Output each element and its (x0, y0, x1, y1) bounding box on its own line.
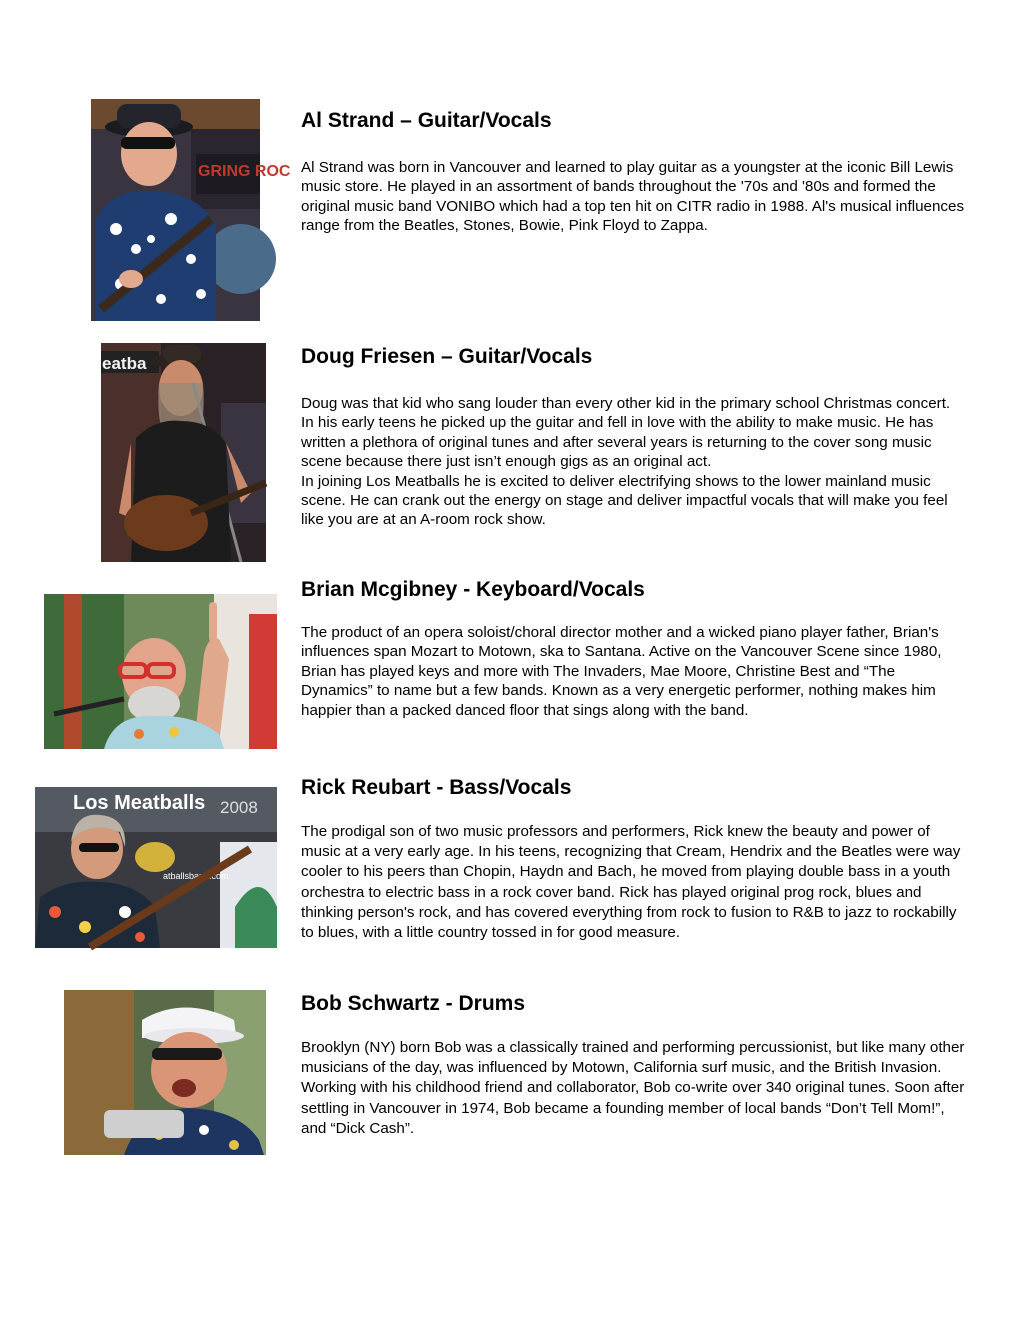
member-bio (301, 623, 966, 720)
member-photo (44, 594, 277, 749)
member-photo (64, 990, 266, 1155)
member-photo (101, 343, 266, 562)
member-name: Brian Mcgibney - Keyboard/Vocals (301, 578, 645, 601)
member-name: Rick Reubart - Bass/Vocals (301, 776, 572, 799)
member-bio (301, 158, 966, 236)
photo-banner-text: GRING ROC (198, 163, 291, 180)
bio-paragraph: Al Strand was born in Vancouver and learned to play guitar as a youngster at the iconic Bill Lewis music store. He played in an assortment of bands throughout the '70s and '80s and formed the original music band VONIBO which had a top ten hit on CITR radio in 1988. Al's musical influences range from the Beatles, Stones, Bowie, Pink Floyd to Zappa. (301, 159, 965, 235)
bio-paragraph: The prodigal son of two music professors and performers, Rick knew the beauty and power of music at a very early age. In his teens, recognizing that Cream, Hendrix and the Beatles were way cooler to his peers than Chopin, Haydn and Bach, he moved from playing double bass in a youth orchestra to electric bass in a rock cover band. Rick has played original prog rock, blues and thinking person's rock, and has covered everything from rock to fusion to R&B to jazz to rockabilly to blues, with a little country tossed in for good measure. (301, 823, 961, 942)
photo-banner-year: 2008 (220, 798, 258, 817)
bio-paragraph: The product of an opera soloist/choral director mother and a wicked piano player father, Brian's influences span Mozart to Motown, ska to Santana. Active on the Vancouver Scene since 1980, Brian has played keys and more with The Invaders, Mae Moore, Christine Best and “The Dynamics” to name but a few bands. Known as a very energetic performer, nothing makes him happier than a packed danced floor that sings along with the band. (301, 624, 942, 719)
bio-paragraph: Doug was that kid who sang louder than every other kid in the primary school Christmas concert. In his early teens he picked up the guitar and fell in love with the ability to make music. He has written a plethora of original tunes and after several years is returning to the cover song music scene because there just isn’t enough gigs as an original act. (301, 395, 951, 471)
bio-paragraph: In joining Los Meatballs he is excited to deliver electrifying shows to the lower mainland music scene. He can crank out the energy on stage and deliver impactful vocals that will make you feel like you are at an A-room rock show. (301, 472, 948, 529)
photo-banner-text: Los Meatballs (73, 792, 206, 814)
member-photo (35, 787, 277, 948)
photo-banner-url: atballsband.com (163, 871, 229, 881)
member-name: Doug Friesen – Guitar/Vocals (301, 345, 593, 368)
member-name: Al Strand – Guitar/Vocals (301, 109, 552, 132)
member-bio (301, 1038, 966, 1139)
member-bio (301, 394, 966, 530)
photo-banner-text: eatba (102, 354, 147, 373)
member-photo (91, 99, 291, 321)
member-bio (301, 822, 966, 943)
bio-paragraph: Brooklyn (NY) born Bob was a classically trained and performing percussionist, but like many other musicians of the day, was influenced by Motown, California surf music, and the British Invasion. Working with his childhood friend and collaborator, Bob co-write over 340 original tunes. Soon after settling in Vancouver in 1974, Bob became a founding member of local bands “Don’t Tell Mom!”, and “Dick Cash”. (301, 1039, 965, 1137)
member-name: Bob Schwartz - Drums (301, 992, 526, 1015)
